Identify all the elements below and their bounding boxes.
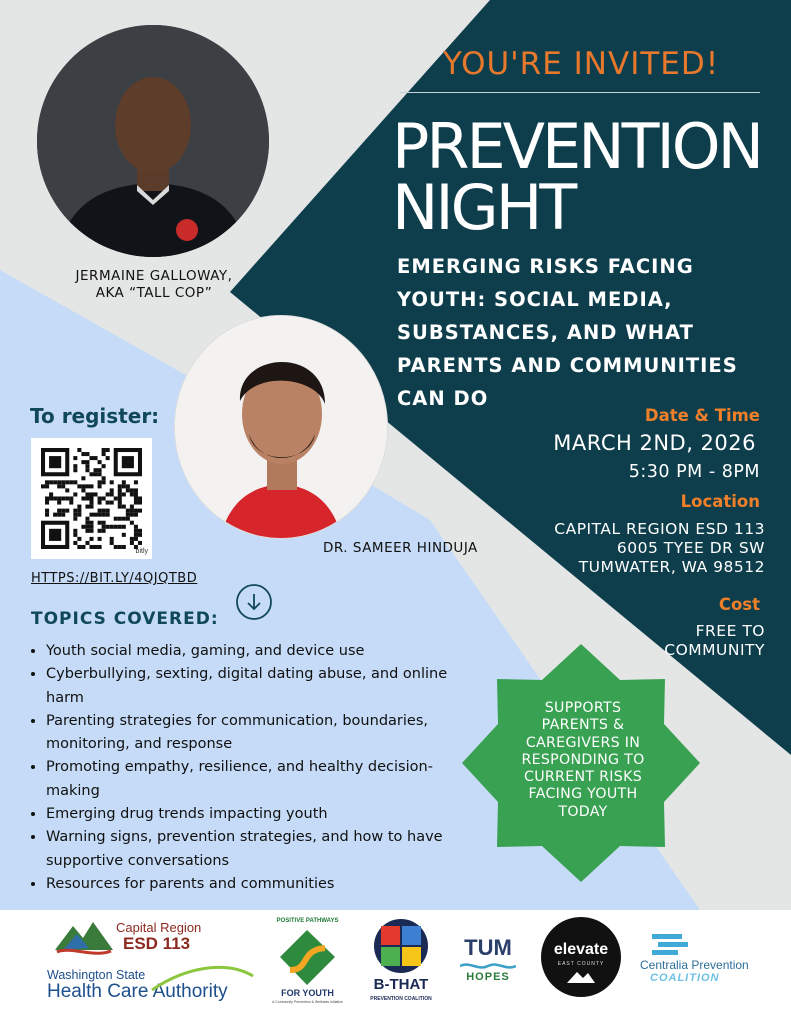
speaker-caption-hinduja: DR. SAMEER HINDUJA	[323, 540, 478, 556]
list-item: • Resources for parents and communities	[46, 873, 456, 896]
hca-line1: Washington State	[47, 968, 146, 982]
qr-code[interactable]	[31, 438, 152, 559]
elevate-logo	[541, 917, 621, 997]
event-title-line1: PREVENTION	[392, 110, 761, 183]
esd-logo	[55, 918, 113, 962]
badge-text: SUPPORTS PARENTS & CAREGIVERS IN RESPONDING TO CURRENT RISKS FACING YOUTH TODAY	[521, 700, 645, 820]
event-subtitle: EMERGING RISKS FACING YOUTH: SOCIAL MEDIA, SUBSTANCES, AND WHAT PARENTS AND COMMUNITIES CAN DO	[397, 255, 738, 410]
location-label: Location	[680, 492, 760, 511]
invited-heading: YOU'RE INVITED!	[442, 46, 720, 82]
cost-line1: FREE TO	[695, 622, 765, 640]
scroll-down-icon[interactable]	[235, 583, 273, 621]
list-item: • Youth social media, gaming, and device use	[46, 640, 456, 663]
speaker-alias: AKA “TALL COP”	[95, 285, 213, 301]
location-address	[554, 520, 765, 577]
event-date: MARCH 2ND, 2026	[553, 431, 756, 455]
hca-line2: Health Care Authority	[47, 981, 228, 1002]
cost-line2: COMMUNITY	[664, 641, 765, 659]
qr-code-icon	[31, 438, 152, 559]
speaker-photo-hinduja	[175, 316, 387, 538]
positive-pathways-logo	[262, 916, 353, 1009]
cost-label: Cost	[718, 595, 760, 614]
list-item: • Cyberbullying, sexting, digital dating abuse, and online harm	[46, 663, 456, 710]
event-title-line2: NIGHT	[392, 171, 575, 244]
divider-line	[400, 92, 760, 93]
person-silhouette-icon	[37, 25, 269, 257]
person-silhouette-icon	[175, 316, 387, 538]
bthat-logo	[365, 918, 437, 1010]
speaker-name: JERMAINE GALLOWAY,	[75, 268, 233, 284]
pathway-emblem-icon	[280, 930, 335, 985]
pp-top-text: POSITIVE PATHWAYS	[276, 918, 339, 924]
elevate-sub: EAST COUNTY	[557, 961, 605, 967]
hca-swoosh-icon	[150, 964, 255, 994]
mountain-logo-icon	[55, 918, 113, 958]
list-item: • Warning signs, prevention strategies, and how to have supportive conversations	[46, 826, 456, 873]
location-line3: TUMWATER, WA 98512	[578, 558, 765, 576]
mountain-icon	[567, 969, 595, 983]
speaker-photo-galloway	[37, 25, 269, 257]
topics-heading: TOPICS COVERED:	[31, 609, 219, 629]
stripes-icon	[652, 932, 692, 958]
list-item: • Emerging drug trends impacting youth	[46, 803, 456, 826]
pp-bottom-text: FOR YOUTH	[281, 988, 334, 998]
list-item: • Parenting strategies for communication, boundaries, monitoring, and response	[46, 710, 456, 757]
location-line2: 6005 TYEE DR SW	[616, 539, 765, 557]
event-time: 5:30 PM - 8PM	[628, 462, 760, 482]
centralia-line2: COALITION	[650, 972, 720, 984]
tum-hopes-logo	[452, 935, 524, 990]
register-heading: To register:	[30, 404, 160, 428]
bthat-sub: PREVENTION COALITION	[370, 996, 432, 1002]
bthat-name: B-THAT	[373, 976, 429, 993]
centralia-logo	[640, 932, 770, 992]
tum-text: TUM	[464, 935, 512, 960]
qr-tag: bitly	[135, 548, 148, 555]
speaker-caption-galloway	[52, 268, 256, 302]
esd-name-line2: ESD 113	[123, 934, 191, 953]
centralia-line1: Centralia Prevention	[640, 958, 749, 972]
pp-small-text: A Community Prevention & Wellness Initiative	[272, 1000, 343, 1004]
list-item: • Promoting empathy, resilience, and healthy decision-making	[46, 756, 456, 803]
register-link[interactable]: HTTPS://BIT.LY/4QJQTBD	[31, 571, 198, 586]
elevate-name: elevate	[553, 941, 609, 958]
date-time-label: Date & Time	[644, 406, 760, 425]
wave-icon	[460, 961, 516, 971]
topics-list	[28, 640, 456, 896]
puzzle-icon	[373, 918, 429, 974]
location-line1: CAPITAL REGION ESD 113	[554, 520, 765, 538]
esd-name-line1: Capital Region	[116, 920, 202, 935]
hopes-text: HOPES	[466, 971, 510, 983]
